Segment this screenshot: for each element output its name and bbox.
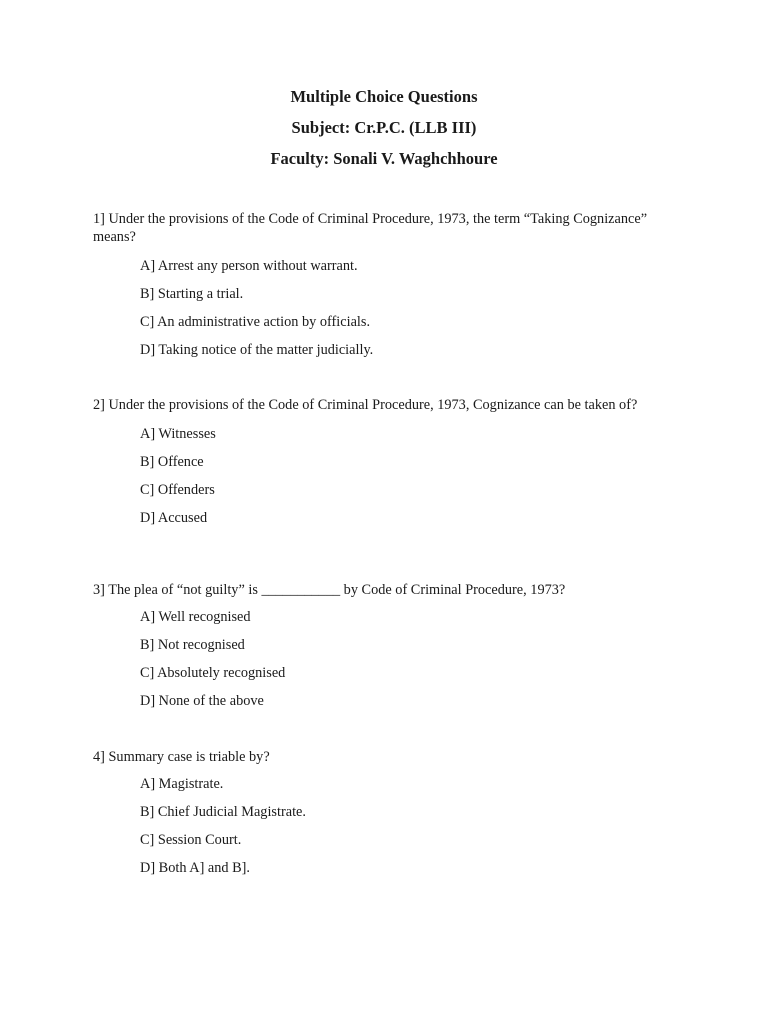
question-stem: 2] Under the provisions of the Code of Criminal Procedure, 1973, Cognizance can be taken of? xyxy=(93,397,638,413)
option-a: A] Witnesses xyxy=(140,426,216,442)
faculty-line: Faculty: Sonali V. Waghchhoure xyxy=(270,149,498,168)
option-b: B] Chief Judicial Magistrate. xyxy=(140,804,306,820)
option-list xyxy=(93,257,673,369)
option-c: C] Absolutely recognised xyxy=(140,665,286,681)
option-d: D] Both A] and B]. xyxy=(140,860,250,876)
question-stem: 3] The plea of “not guilty” is ___________ by Code of Criminal Procedure, 1973? xyxy=(93,582,566,598)
option-b: B] Offence xyxy=(140,454,204,470)
option-d: D] None of the above xyxy=(140,693,264,709)
option-b: B] Starting a trial. xyxy=(140,286,244,302)
option-c: C] Session Court. xyxy=(140,832,242,848)
option-list xyxy=(93,775,673,887)
document-header xyxy=(0,86,768,179)
option-a: A] Arrest any person without warrant. xyxy=(140,258,358,274)
option-d: D] Accused xyxy=(140,510,208,526)
option-c: C] An administrative action by officials. xyxy=(140,314,371,330)
option-a: A] Magistrate. xyxy=(140,776,224,792)
option-c: C] Offenders xyxy=(140,482,215,498)
document-title: Multiple Choice Questions xyxy=(290,87,478,106)
question-3 xyxy=(93,581,673,720)
option-a: A] Well recognised xyxy=(140,609,251,625)
question-4 xyxy=(93,748,673,887)
option-list xyxy=(93,425,673,537)
option-list xyxy=(93,608,673,720)
option-b: B] Not recognised xyxy=(140,637,245,653)
question-1 xyxy=(93,210,673,369)
question-2 xyxy=(93,396,673,537)
subject-line: Subject: Cr.P.C. (LLB III) xyxy=(291,118,477,137)
option-d: D] Taking notice of the matter judicially. xyxy=(140,342,374,358)
question-stem: 4] Summary case is triable by? xyxy=(93,749,270,765)
question-stem: 1] Under the provisions of the Code of Criminal Procedure, 1973, the term “Taking Cognizance” means? xyxy=(93,211,648,245)
